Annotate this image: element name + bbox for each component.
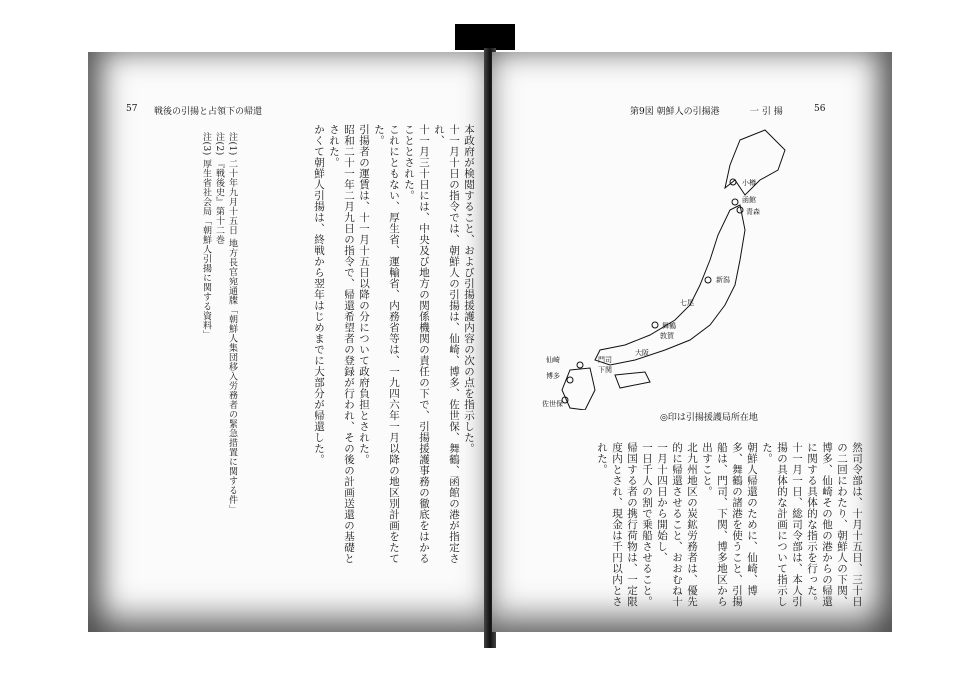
footnote: 注(3) 厚生省社会局「朝鮮人引揚に関する資料」 xyxy=(201,132,211,340)
right-running-head: 一 引 揚 xyxy=(750,107,783,117)
honshu-outline xyxy=(595,205,745,365)
place-label: 七尾 xyxy=(680,299,694,307)
place-label: 青森 xyxy=(746,208,760,216)
paragraph: 十一月十日の指令では、朝鮮人の引揚は、仙崎、博多、佐世保、舞鶴、函館の港が指定され、 xyxy=(433,124,460,564)
left-page xyxy=(88,52,488,632)
footnote: 注(2) 『戦後史』第十二巻 xyxy=(214,132,224,245)
shikoku-outline xyxy=(615,372,650,388)
place-label: 新潟 xyxy=(716,276,730,284)
footnote: 注(1) 二十年九月十五日 地方長官宛通牒「朝鮮人集団移入労務者の緊急措置に関する件」 xyxy=(227,132,237,514)
right-body-text xyxy=(534,442,864,612)
place-label: 下関 xyxy=(598,366,612,374)
map-legend: ◎印は引揚援護局所在地 xyxy=(660,413,758,423)
paragraph: 十一月一日、総司令部は、本人引揚の具体的な計画について指示した。 xyxy=(761,442,803,607)
kyushu-outline xyxy=(562,368,595,410)
port-marker xyxy=(652,322,658,328)
paragraph: 北九州地区の炭鉱労務者は、優先的に帰還させること、おおむね十一月十四日から開始し、 xyxy=(656,442,698,607)
paragraph: かくて朝鮮人引揚は、終戦から翌年はじめまでに大部分が帰還した。 xyxy=(313,124,325,465)
left-notes xyxy=(148,132,238,582)
japan-map xyxy=(540,110,800,410)
place-label: 博多 xyxy=(546,372,560,380)
left-running-head: 戦後の引揚と占領下の帰還 xyxy=(154,107,263,117)
paragraph: 然司令部は、十月十五日、三十日の二回にわたり、朝鮮人の下関、博多、仙崎その他の港からの帰還に関する具体的な指示を行った。 xyxy=(806,442,863,607)
place-label: 函館 xyxy=(742,196,756,204)
paragraph: 昭和二十一年二月九日の指令で、帰還希望者の登録が行われ、その後の計画送還の基礎とされた。 xyxy=(328,124,355,564)
right-page-number: 56 xyxy=(814,104,826,114)
paragraph: 一日千人の割で乗船させること。帰国する者の携行荷物は、一定限度内とされ、現金は千円以内とされた。 xyxy=(596,442,653,607)
left-page-number: 57 xyxy=(126,104,138,114)
paragraph: 朝鮮人帰還のために、仙崎、博多、舞鶴の諸港を使うこと、引揚船は、門司、下関、博多地区から出すこと。 xyxy=(701,442,758,607)
port-marker xyxy=(705,277,711,283)
port-marker xyxy=(577,362,583,368)
map-title: 第9図 朝鮮人の引揚港 xyxy=(630,107,720,117)
left-body-text xyxy=(246,124,476,574)
place-label: 門司 xyxy=(598,356,612,364)
place-label: 佐世保 xyxy=(542,400,563,408)
port-marker xyxy=(737,207,743,213)
port-marker xyxy=(732,199,738,205)
paragraph: これにともない、厚生省、運輸省、内務省等は、一九四六年一月以降の地区別計画をたてた。 xyxy=(373,124,400,564)
paragraph: 十一月三十日には、中央及び地方の関係機関の責任の下で、引揚援護事務の徹底をはかることとされた。 xyxy=(403,124,430,564)
place-label: 大阪 xyxy=(635,349,649,357)
paragraph: 引揚者の運賃は、十一月十五日以降の分について政府負担とされた。 xyxy=(358,124,370,465)
place-label: 敦賀 xyxy=(660,332,674,340)
black-tape-mark xyxy=(455,24,515,50)
place-label: 舞鶴 xyxy=(662,322,676,330)
port-marker xyxy=(567,377,573,383)
place-label: 小樽 xyxy=(742,179,756,187)
place-label: 仙崎 xyxy=(546,356,560,364)
paragraph: 本政府が検閲すること、および引揚援護内容の次の点を指示した。 xyxy=(463,124,475,454)
